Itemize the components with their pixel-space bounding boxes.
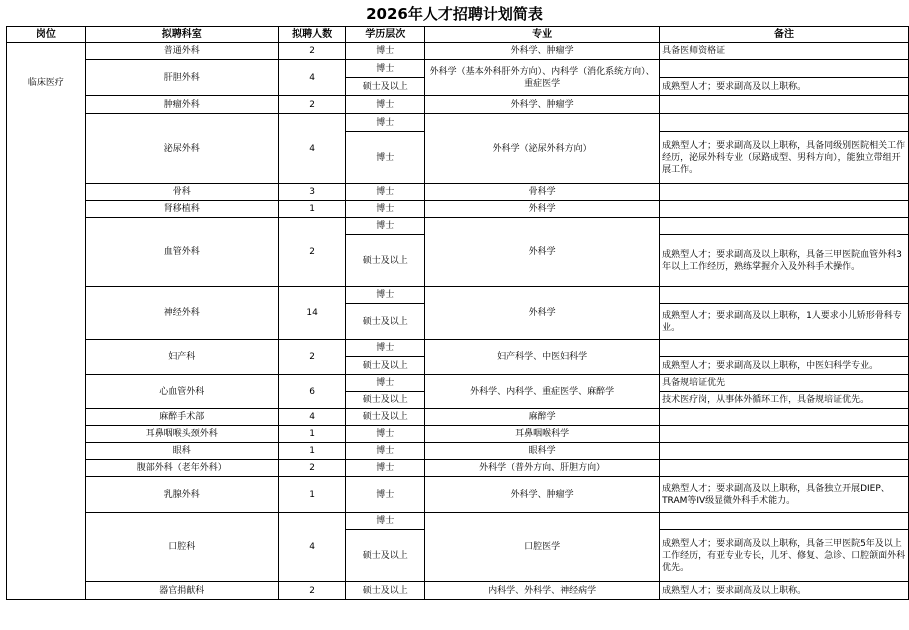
department-cell: 腹部外科（老年外科） [85, 460, 278, 477]
table-row [7, 43, 909, 60]
notes-cell: 具备医师资格证 [660, 43, 909, 60]
table-row [7, 218, 909, 235]
notes-cell [660, 114, 909, 132]
count-cell: 14 [278, 287, 346, 340]
major-cell: 妇产科学、中医妇科学 [425, 340, 660, 375]
department-cell: 麻醉手术部 [85, 409, 278, 426]
notes-cell: 成熟型人才；要求副高及以上职称，具备独立开展DIEP、TRAM等IV级显微外科手术能力。 [660, 477, 909, 513]
department-cell: 妇产科 [85, 340, 278, 375]
table-body [7, 43, 909, 600]
count-cell: 2 [278, 340, 346, 375]
notes-cell [660, 201, 909, 218]
major-cell: 外科学、肿瘤学 [425, 43, 660, 60]
department-cell: 神经外科 [85, 287, 278, 340]
count-cell: 6 [278, 375, 346, 409]
notes-cell [660, 287, 909, 304]
notes-cell: 成熟型人才；要求副高及以上职称，具备三甲医院5年及以上工作经历，有亚专业专长，儿牙、修复、急诊、口腔颌面外科优先。 [660, 530, 909, 582]
table-row [7, 60, 909, 78]
count-cell: 4 [278, 409, 346, 426]
education-cell: 博士 [346, 426, 425, 443]
count-cell: 2 [278, 43, 346, 60]
education-cell: 硕士及以上 [346, 78, 425, 96]
table-row [7, 340, 909, 357]
major-cell: 口腔医学 [425, 513, 660, 582]
table-row [7, 287, 909, 304]
major-cell: 麻醉学 [425, 409, 660, 426]
count-cell: 4 [278, 114, 346, 184]
education-cell: 博士 [346, 201, 425, 218]
table-row [7, 96, 909, 114]
education-cell: 硕士及以上 [346, 530, 425, 582]
table-row [7, 409, 909, 426]
header-position: 岗位 [7, 27, 86, 43]
table-title: 2026年人才招聘计划简表 [366, 5, 543, 23]
table-row [7, 426, 909, 443]
notes-cell: 成熟型人才；要求副高及以上职称。 [660, 582, 909, 600]
notes-cell [660, 426, 909, 443]
department-cell: 乳腺外科 [85, 477, 278, 513]
major-cell: 眼科学 [425, 443, 660, 460]
department-cell: 口腔科 [85, 513, 278, 582]
education-cell: 博士 [346, 96, 425, 114]
header-major: 专业 [425, 27, 660, 43]
education-cell: 博士 [346, 184, 425, 201]
department-cell: 骨科 [85, 184, 278, 201]
table-row [7, 375, 909, 392]
header-notes: 备注 [660, 27, 909, 43]
table-row [7, 477, 909, 513]
recruitment-table-wrapper [6, 26, 909, 600]
education-cell: 博士 [346, 460, 425, 477]
notes-cell [660, 513, 909, 530]
table-row [7, 513, 909, 530]
table-row [7, 460, 909, 477]
education-cell: 博士 [346, 287, 425, 304]
notes-cell [660, 460, 909, 477]
notes-cell [660, 409, 909, 426]
count-cell: 1 [278, 443, 346, 460]
notes-cell [660, 60, 909, 78]
education-cell: 博士 [346, 477, 425, 513]
notes-cell: 成熟型人才；要求副高及以上职称，具备同级别医院相关工作经历，泌尿外科专业（尿路成型、男科方向），能独立带组开展工作。 [660, 132, 909, 184]
count-cell: 2 [278, 96, 346, 114]
table-row [7, 582, 909, 600]
education-cell: 硕士及以上 [346, 304, 425, 340]
department-cell: 耳鼻咽喉头颈外科 [85, 426, 278, 443]
education-cell: 博士 [346, 114, 425, 132]
department-cell: 血管外科 [85, 218, 278, 287]
table-row [7, 201, 909, 218]
notes-cell [660, 218, 909, 235]
education-cell: 硕士及以上 [346, 235, 425, 287]
education-cell: 硕士及以上 [346, 392, 425, 409]
major-cell: 外科学 [425, 218, 660, 287]
count-cell: 3 [278, 184, 346, 201]
table-header-row [7, 27, 909, 43]
department-cell: 器官捐献科 [85, 582, 278, 600]
department-cell: 心血管外科 [85, 375, 278, 409]
count-cell: 2 [278, 460, 346, 477]
education-cell: 博士 [346, 132, 425, 184]
header-department: 拟聘科室 [85, 27, 278, 43]
notes-cell: 技术医疗岗，从事体外循环工作，具备规培证优先。 [660, 392, 909, 409]
header-education: 学历层次 [346, 27, 425, 43]
table-row [7, 443, 909, 460]
position-group-cell: 临床医疗 [7, 43, 86, 600]
notes-cell [660, 96, 909, 114]
notes-cell: 具备规培证优先 [660, 375, 909, 392]
major-cell: 外科学 [425, 287, 660, 340]
count-cell: 1 [278, 201, 346, 218]
header-count: 拟聘人数 [278, 27, 346, 43]
education-cell: 博士 [346, 375, 425, 392]
education-cell: 硕士及以上 [346, 582, 425, 600]
education-cell: 博士 [346, 513, 425, 530]
department-cell: 肝胆外科 [85, 60, 278, 96]
major-cell: 内科学、外科学、神经病学 [425, 582, 660, 600]
department-cell: 眼科 [85, 443, 278, 460]
notes-cell: 成熟型人才；要求副高及以上职称，1人要求小儿矫形骨科专业。 [660, 304, 909, 340]
education-cell: 博士 [346, 60, 425, 78]
education-cell: 博士 [346, 218, 425, 235]
count-cell: 4 [278, 513, 346, 582]
major-cell: 外科学、内科学、重症医学、麻醉学 [425, 375, 660, 409]
count-cell: 1 [278, 426, 346, 443]
notes-cell: 成熟型人才；要求副高及以上职称，具备三甲医院血管外科3年以上工作经历，熟练掌握介入及外科手术操作。 [660, 235, 909, 287]
major-cell: 骨科学 [425, 184, 660, 201]
notes-cell: 成熟型人才；要求副高及以上职称。 [660, 78, 909, 96]
major-cell: 外科学 [425, 201, 660, 218]
education-cell: 博士 [346, 43, 425, 60]
table-row [7, 184, 909, 201]
notes-cell [660, 184, 909, 201]
department-cell: 肿瘤外科 [85, 96, 278, 114]
count-cell: 2 [278, 582, 346, 600]
notes-cell [660, 340, 909, 357]
recruitment-table [6, 26, 909, 600]
notes-cell [660, 443, 909, 460]
education-cell: 博士 [346, 340, 425, 357]
education-cell: 硕士及以上 [346, 357, 425, 375]
education-cell: 硕士及以上 [346, 409, 425, 426]
major-cell: 外科学、肿瘤学 [425, 477, 660, 513]
count-cell: 2 [278, 218, 346, 287]
major-cell: 耳鼻咽喉科学 [425, 426, 660, 443]
major-cell: 外科学（泌尿外科方向） [425, 114, 660, 184]
major-cell: 外科学（基本外科肝外方向）、内科学（消化系统方向）、重症医学 [425, 60, 660, 96]
count-cell: 4 [278, 60, 346, 96]
department-cell: 普通外科 [85, 43, 278, 60]
department-cell: 泌尿外科 [85, 114, 278, 184]
education-cell: 博士 [346, 443, 425, 460]
notes-cell: 成熟型人才；要求副高及以上职称，中医妇科学专业。 [660, 357, 909, 375]
department-cell: 肾移植科 [85, 201, 278, 218]
major-cell: 外科学（普外方向、肝胆方向） [425, 460, 660, 477]
major-cell: 外科学、肿瘤学 [425, 96, 660, 114]
count-cell: 1 [278, 477, 346, 513]
table-row [7, 114, 909, 132]
